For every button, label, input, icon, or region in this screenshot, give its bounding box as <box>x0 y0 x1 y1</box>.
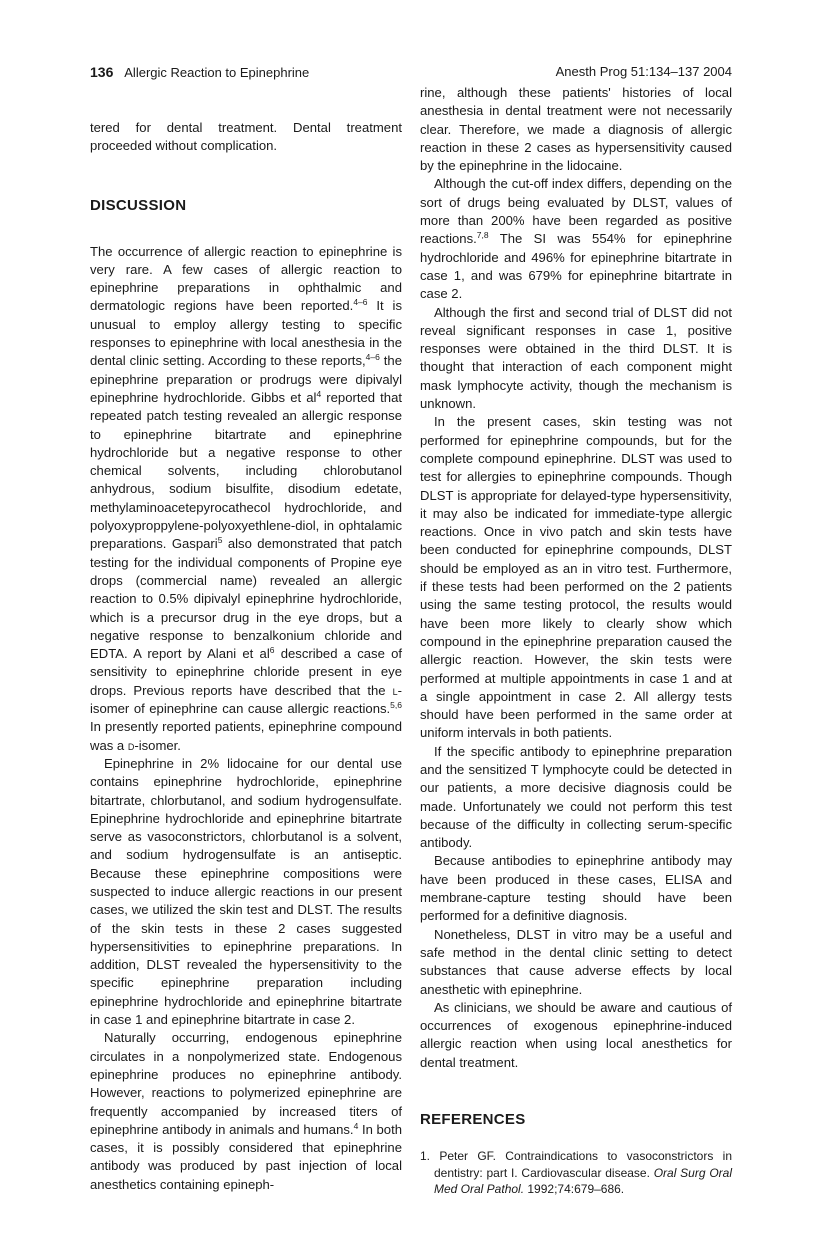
text-run: The SI was 554% for epinephrine hydrochloride and 496% for epinephrine bitartrate in case 1, and was 679% for epinephrine bitartrate in case 2. <box>420 231 732 302</box>
citation-superscript: 7,8 <box>476 230 489 241</box>
small-caps-text: d <box>127 737 135 753</box>
citation-superscript: 5 <box>217 535 223 546</box>
citation-superscript: 4 <box>353 1120 359 1131</box>
section-heading-references: REFERENCES <box>420 1111 526 1129</box>
paragraph <box>420 304 732 414</box>
small-caps-text: l <box>392 682 398 698</box>
text-run: Epinephrine in 2% lidocaine for our dental use contains epinephrine hydrochloride, epinephrine bitartrate, chlorbutanol, and sodium hydrogensulfate. Epinephrine hydrochloride and epinephrine bitartrate serve as vasoconstrictors, chlorbutanol is a solvent, and sodium hydrogensulfate is an antiseptic. Because these epinephrine compositions were suspected to induce allergic reactions in our present cases, we utilized the skin test and DLST. The results of the skin tests in these 2 cases suggested hypersensitivities to epinephrine preparations. In addition, DLST revealed the hypersensitivity to the specific epinephrine preparation including epinephrine hydrochloride and epinephrine bitartrate in case 1 and epinephrine bitartrate in case 2. <box>90 755 402 1028</box>
text-run: Because antibodies to epinephrine antibody may have been produced in these cases, ELISA and membrane-capture testing should have been performed for a definitive diagnosis. <box>420 853 732 924</box>
text-run: The occurrence of allergic reaction to epinephrine is very rare. A few cases of allergic reaction to epinephrine preparations in ophthalmic and dermatologic regions have been reported. <box>90 243 402 314</box>
text-run: 1. Peter GF. Contraindications to vasoconstrictors in dentistry: part I. Cardiovascular disease. <box>420 1149 732 1180</box>
reference-item <box>420 1148 732 1198</box>
text-run: In the present cases, skin testing was not performed for epinephrine compounds, but for the complete compound epinephrine. DLST was used to test for allergies to epinephrine compounds. Though DLST is appropriate for delayed-type hypersensitivity, it may also be indicated for immediate-type allergic reactions. Once in vivo patch and skin tests have been conducted for epinephrine compounds, DLST should be employed as an in vitro test. Furthermore, if these tests had been performed on the 2 patients using the same testing protocol, the results would have been more likely to clearly show which compound in the epinephrine preparation caused the allergic reaction. However, the skin tests were performed at multiple appointments in case 1 and at a single appointment in case 2. All allergy tests should have been performed in the same order at uniform intervals in both patients. <box>420 414 732 741</box>
text-run: tered for dental treatment. Dental treatment proceeded without complication. <box>90 120 402 154</box>
paragraph <box>90 243 402 755</box>
text-run: Naturally occurring, endogenous epinephrine circulates in a nonpolymerized state. Endogenous epinephrine produces no epinephrine antibody. However, reactions to polymerized epinephrine are frequently accompanied by increased titers of epinephrine antibody in animals and humans. <box>90 1030 402 1137</box>
citation-superscript: 6 <box>269 645 275 656</box>
running-header-left <box>90 64 309 80</box>
citation-superscript: 5,6 <box>390 700 402 711</box>
text-run: also demonstrated that patch testing for the individual components of Propine eye drops (commercial name) revealed an allergic reaction to 0.5% dipivalyl epinephrine hydrochloride, which is a precursor drug in the eye drops, but a negative response to benzalkonium chloride and EDTA. A report by Alani et al <box>90 536 402 662</box>
right-column <box>420 84 732 1198</box>
text-run: -isomer of epinephrine can cause allergic reactions. <box>90 682 402 717</box>
text-run: described a case of sensitivity to epinephrine chloride present in eye drops. Previous reports have described that the <box>90 646 403 698</box>
paragraph <box>420 852 732 925</box>
text-run: As clinicians, we should be aware and cautious of occurrences of exogenous epinephrine-induced allergic reaction when using local anesthetics for dental treatment. <box>420 999 732 1070</box>
text-run: If the specific antibody to epinephrine preparation and the sensitized T lymphocyte could be detected in our patients, a more decisive diagnosis could be made. Unfortunately we could not perform this test because of the difficulty in collecting serum-specific antibody. <box>420 743 732 851</box>
paragraph <box>420 84 732 175</box>
paragraph <box>90 119 402 156</box>
text-run: Although the first and second trial of DLST did not reveal significant responses in case 1, positive responses were obtained in the third DLST. It is thought that interaction of each component might mask lymphocyte activity, though the mechanism is unknown. <box>420 304 732 412</box>
article-body <box>0 84 816 1238</box>
text-run: -isomer. <box>134 737 181 753</box>
page-number: 136 <box>90 64 114 80</box>
running-header <box>0 0 816 84</box>
journal-citation: Anesth Prog 51:134–137 2004 <box>555 64 732 79</box>
text-run: Nonetheless, DLST in vitro may be a useful and safe method in the dental clinic setting to detect substances that cause adverse effects by local anesthetic with epinephrine. <box>420 926 732 997</box>
running-title: Allergic Reaction to Epinephrine <box>124 65 310 80</box>
journal-name: Oral Surg Oral Med Oral Pathol. <box>434 1165 732 1197</box>
text-run: the epinephrine preparation or prodrugs were dipivalyl epinephrine hydrochloride. Gibbs et al <box>90 353 402 405</box>
citation-superscript: 4–6 <box>365 352 380 363</box>
paragraph <box>90 1029 402 1194</box>
citation-superscript: 4 <box>316 388 322 399</box>
paragraph <box>420 999 732 1072</box>
text-run: It is unusual to employ allergy testing to specific responses to epinephrine with local anesthesia in the dental clinic setting. According to these reports, <box>90 298 402 369</box>
text-run: reported that repeated patch testing revealed an allergic response to epinephrine bitartrate and epinephrine hydrochloride but a negative response to other chemical solvents, including chlorobutanol anhydrous, sodium bisulfite, disodium edetate, methylaminoacetepyrocathecol hydrochloride, and polyoxyproppylene-polyoxyethlene-diol, in ophtalamic preparations. Gaspari <box>90 389 402 552</box>
paragraph <box>420 413 732 742</box>
section-heading-discussion: DISCUSSION <box>90 196 187 214</box>
text-run: rine, although these patients' histories of local anesthesia in dental treatment were not necessarily clear. Therefore, we made a diagnosis of allergic reaction in these 2 cases as hypersensitivity caused by the epinephrine in the lidocaine. <box>420 85 732 174</box>
text-run: 1992;74:679–686. <box>524 1182 625 1197</box>
paragraph <box>420 743 732 853</box>
text-run: In both cases, it is possibly considered that epinephrine antibody was produced by past injection of local anesthetics containing epineph- <box>90 1121 402 1192</box>
left-column <box>90 84 402 1194</box>
text-run: In presently reported patients, epinephrine compound was a <box>90 719 402 753</box>
paragraph <box>420 926 732 999</box>
citation-superscript: 4–6 <box>353 297 368 308</box>
text-run: Although the cut-off index differs, depending on the sort of drugs being evaluated by DLST, values of more than 200% have been regarded as positive reactions. <box>420 176 732 247</box>
paragraph <box>420 175 732 303</box>
paragraph <box>90 755 402 1029</box>
